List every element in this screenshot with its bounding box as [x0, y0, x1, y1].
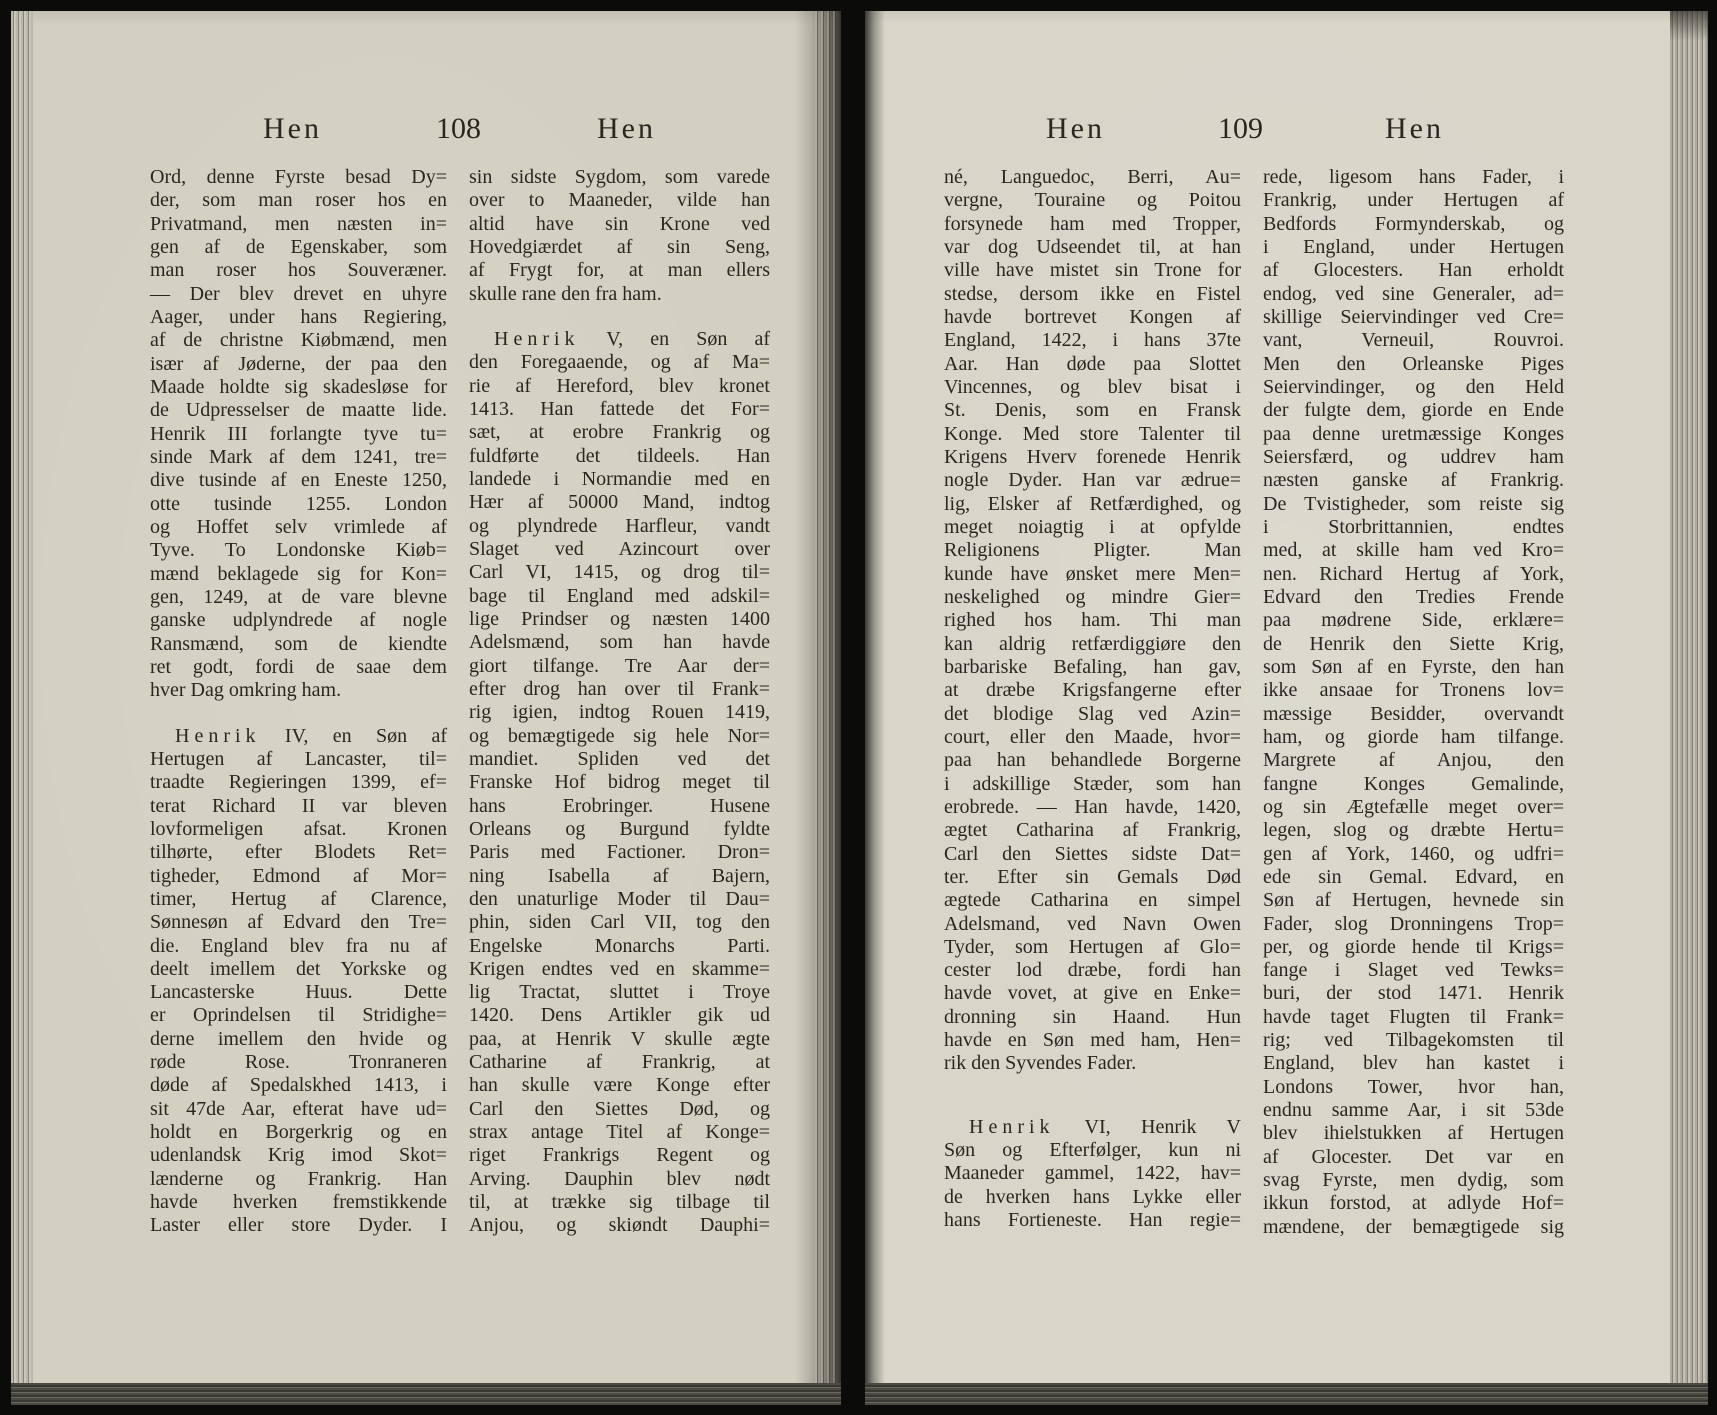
text-line: court, eller den Maade, hvor=	[944, 725, 1241, 748]
text-line: rik den Syvendes Fader.	[944, 1052, 1137, 1075]
text-line: Vincennes, og blev bisat i	[944, 375, 1241, 398]
text-line: Bedfords Formynderskab, og	[1263, 212, 1564, 235]
text-line: legen, slog og dræbte Hertu=	[1263, 819, 1564, 842]
text-line: Krigens Hverv forenede Henrik	[944, 445, 1241, 468]
text-line: ede sin Gemal. Edvard, en	[1263, 865, 1564, 888]
paragraph	[150, 166, 447, 703]
gutter-shadow	[865, 11, 885, 1383]
text-line: af Glocesters. Han erholdt	[1263, 259, 1564, 282]
text-line: giort tilfange. Tre Aar der=	[469, 654, 770, 677]
text-line: Fader, slog Dronningens Trop=	[1263, 912, 1564, 935]
text-line: var dog Udseendet til, at han	[944, 235, 1241, 258]
text-line: Søn og Efterfølger, kun ni	[944, 1139, 1241, 1162]
running-head-left: Hen	[1046, 112, 1105, 145]
text-line: per, og giorde hende til Krigs=	[1263, 935, 1564, 958]
text-line: havde en Søn med ham, Hen=	[944, 1029, 1241, 1052]
text-line: der fulgte dem, giorde en Ende	[1263, 399, 1564, 422]
text-line: ganske udplyndrede af nogle	[150, 609, 447, 632]
entry-paragraph	[944, 1116, 1241, 1233]
text-line: Maaneder gammel, 1422, hav=	[944, 1162, 1241, 1185]
text-line: tilhørte, efter Blodets Ret=	[150, 841, 447, 864]
text-line: og bemægtigede sig hele Nor=	[469, 724, 770, 747]
text-line: over to Maaneder, vilde han	[469, 189, 770, 212]
text-line: Carl den Siettes Død, og	[469, 1097, 770, 1120]
running-head-right: Hen	[1385, 112, 1444, 145]
text-line: af de christne Kiøbmænd, men	[150, 329, 447, 352]
text-line: Aar. Han døde paa Slottet	[944, 352, 1241, 375]
text-line: buri, der stod 1471. Henrik	[1263, 982, 1564, 1005]
text-line: Aager, under hans Regiering,	[150, 305, 447, 328]
text-line: de Henrik den Siette Krig,	[1263, 632, 1564, 655]
text-line: skillige Seiervindinger ved Cre=	[1263, 305, 1564, 328]
text-line: landede i Normandie med en	[469, 467, 770, 490]
text-line: holdt en Borgerkrig og en	[150, 1121, 447, 1144]
text-column-right	[1263, 166, 1564, 1239]
running-head-left: Hen	[263, 112, 322, 145]
text-line: af Glocester. Det var en	[1263, 1145, 1564, 1168]
text-line: det blodige Slag ved Azin=	[944, 702, 1241, 725]
text-line: havde vovet, at give en Enke=	[944, 982, 1241, 1005]
text-line: otte tusinde 1255. London	[150, 492, 447, 515]
text-line: cester lod dræbe, fordi han	[944, 959, 1241, 982]
text-line: Privatmand, men næsten in=	[150, 212, 447, 235]
text-line: til, at trække sig tilbage til	[469, 1191, 770, 1214]
text-line: meget noiagtig i at opfylde	[944, 515, 1241, 538]
text-line: de Udpresselser de maatte lide.	[150, 399, 447, 422]
text-line: og sin Ægtefælle meget over=	[1263, 795, 1564, 818]
text-line: at dræbe Krigsfangerne efter	[944, 679, 1241, 702]
text-line: neskelighed og mindre Gier=	[944, 585, 1241, 608]
text-line: 1420. Dens Artikler gik ud	[469, 1004, 770, 1027]
text-line: fuldførte det tildeels. Han	[469, 444, 770, 467]
text-line: sin sidste Sygdom, som varede	[469, 166, 770, 188]
text-line: ikke ansaae for Tronens lov=	[1263, 679, 1564, 702]
text-line: terat Richard II var bleven	[150, 794, 447, 817]
text-line: Lancasterske Huus. Dette	[150, 981, 447, 1004]
paragraph	[469, 166, 770, 306]
page-edge-stack	[1670, 11, 1708, 1383]
text-line: Carl VI, 1415, og drog til=	[469, 561, 770, 584]
text-line: paa han behandlede Borgerne	[944, 749, 1241, 772]
text-line-content: IV, en Søn af	[284, 724, 448, 747]
text-line: især af Jøderne, der paa den	[150, 352, 447, 375]
text-line: og Hoffet selv vrimlede af	[150, 515, 447, 538]
text-line: Anjou, og skiøndt Dauphi=	[469, 1214, 770, 1237]
text-line: Søn af Hertugen, hevnede sin	[1263, 889, 1564, 912]
text-line: Sønnesøn af Edvard den Tre=	[150, 911, 447, 934]
text-line: hans Erobringer. Husene	[469, 794, 770, 817]
text-line: rie af Hereford, blev kronet	[469, 374, 770, 397]
text-line: De Tvistigheder, som reiste sig	[1263, 492, 1564, 515]
entry-headword: Henrik	[969, 1115, 1055, 1138]
text-line: Arving. Dauphin blev nødt	[469, 1167, 770, 1190]
text-line: skulle rane den fra ham.	[469, 282, 662, 305]
text-line: deelt imellem det Yorkske og	[150, 957, 447, 980]
text-line: fangne Konges Gemalinde,	[1263, 772, 1564, 795]
text-line: kunde have ønsket mere Men=	[944, 562, 1241, 585]
text-line: — Der blev drevet en uhyre	[150, 282, 447, 305]
text-line: lig, Elsker af Retfærdighed, og	[944, 492, 1241, 515]
text-line: ægtet Catharina af Frankrig,	[944, 819, 1241, 842]
text-column-left	[944, 166, 1241, 1232]
text-line: i Storbrittannien, endtes	[1263, 515, 1564, 538]
text-line: Konge. Med store Talenter til	[944, 422, 1241, 445]
text-line: ville have mistet sin Trone for	[944, 259, 1241, 282]
text-line: sæt, at erobre Frankrig og	[469, 421, 770, 444]
text-line: Ransmænd, som de kiendte	[150, 632, 447, 655]
text-line: svag Fyrste, men dydig, som	[1263, 1169, 1564, 1192]
text-line: og plyndrede Harfleur, vandt	[469, 514, 770, 537]
text-line: efter drog han over til Frank=	[469, 677, 770, 700]
text-line: endnu samme Aar, i sit 53de	[1263, 1099, 1564, 1122]
text-line: traadte Regieringen 1399, ef=	[150, 771, 447, 794]
text-line: kan aldrig retfærdiggiøre den	[944, 632, 1241, 655]
text-line: havde bortrevet Kongen af	[944, 305, 1241, 328]
text-line: Frankrig, under Hertugen af	[1263, 189, 1564, 212]
text-line: ikkun forstod, at adlyde Hof=	[1263, 1192, 1564, 1215]
text-line-content: VI, Henrik V	[1084, 1115, 1241, 1138]
entry-headword: Henrik	[494, 327, 580, 350]
text-line-content: V, en Søn af	[606, 327, 771, 350]
text-line: righed hos ham. Thi man	[944, 609, 1241, 632]
text-line: havde taget Flugten til Frank=	[1263, 1005, 1564, 1028]
text-line: hver Dag omkring ham.	[150, 679, 342, 702]
text-line: gen af York, 1460, og udfri=	[1263, 842, 1564, 865]
text-line: St. Denis, som en Fransk	[944, 399, 1241, 422]
text-line: paa mødrene Side, erklære=	[1263, 609, 1564, 632]
book-bottom-edge	[11, 1383, 841, 1405]
text-line: ret godt, fordi de saae dem	[150, 655, 447, 678]
text-line: strax antage Titel af Konge=	[469, 1121, 770, 1144]
text-line: erobrede. — Han havde, 1420,	[944, 795, 1241, 818]
text-line: Tyder, som Hertugen af Glo=	[944, 935, 1241, 958]
text-line: nen. Richard Hertug af York,	[1263, 562, 1564, 585]
text-line: dronning sin Haand. Hun	[944, 1005, 1241, 1028]
text-line: gen af de Egenskaber, som	[150, 235, 447, 258]
text-line: derne imellem den hvide og	[150, 1027, 447, 1050]
text-line: Maade holdte sig skadesløse for	[150, 375, 447, 398]
text-line: Engelske Monarchs Parti.	[469, 934, 770, 957]
text-line: han skulle være Konge efter	[469, 1074, 770, 1097]
text-line: Hertugen af Lancaster, til=	[150, 747, 447, 770]
text-line: die. England blev fra nu af	[150, 934, 447, 957]
text-line: endog, ved sine Generaler, ad=	[1263, 282, 1564, 305]
entry-paragraph	[150, 725, 447, 1238]
text-line: mandiet. Spliden ved det	[469, 747, 770, 770]
text-line: Adelsmænd, som han havde	[469, 631, 770, 654]
text-line: man roser hos Souveræner.	[150, 259, 447, 282]
text-line: Catharine af Frankrig, at	[469, 1051, 770, 1074]
text-line: lig Tractat, sluttet i Troye	[469, 981, 770, 1004]
entry-paragraph	[469, 328, 770, 1238]
text-line: bage til England med adskil=	[469, 584, 770, 607]
text-line: mæssige Besidder, overvandt	[1263, 702, 1564, 725]
text-line: den Foregaaende, og af Ma=	[469, 351, 770, 374]
text-line: Orleans og Burgund fyldte	[469, 817, 770, 840]
text-line: døde af Spedalskhed 1413, i	[150, 1074, 447, 1097]
paragraph	[944, 166, 1241, 1076]
text-line: Edvard den Tredies Frende	[1263, 585, 1564, 608]
text-line: Franske Hof bidrog meget til	[469, 771, 770, 794]
text-line: altid have sin Krone ved	[469, 212, 770, 235]
text-line: vant, Verneuil, Rouvroi.	[1263, 329, 1564, 352]
text-line: Men den Orleanske Piges	[1263, 352, 1564, 375]
text-line: som Søn af en Fyrste, den han	[1263, 655, 1564, 678]
text-line: Hovedgiærdet af sin Seng,	[469, 235, 770, 258]
text-line: er Oprindelsen til Stridighe=	[150, 1004, 447, 1027]
text-line: 1413. Han fattede det For=	[469, 397, 770, 420]
text-line	[944, 1116, 1241, 1139]
text-line: røde Rose. Tronraneren	[150, 1051, 447, 1074]
text-line: stedse, dersom ikke en Fistel	[944, 282, 1241, 305]
text-line	[469, 328, 770, 351]
text-line: paa denne uretmæssige Konges	[1263, 422, 1564, 445]
right-page	[865, 11, 1708, 1383]
text-line: England, blev han kastet i	[1263, 1052, 1564, 1075]
text-line: af Frygt for, at man ellers	[469, 259, 770, 282]
text-line: Laster eller store Dyder. I	[150, 1214, 447, 1237]
text-line: Ord, denne Fyrste besad Dy=	[150, 166, 447, 188]
text-line: nogle Dyder. Han var ædrue=	[944, 469, 1241, 492]
text-line: riget Frankrigs Regent og	[469, 1144, 770, 1167]
text-line: næsten ganske af Frankrig.	[1263, 469, 1564, 492]
text-line: i adskillige Stæder, som han	[944, 772, 1241, 795]
text-line: rede, ligesom hans Fader, i	[1263, 166, 1564, 188]
text-line: barbariske Befaling, han gav,	[944, 655, 1241, 678]
page-number: 109	[1218, 112, 1263, 145]
text-line: hans Fortieneste. Han regie=	[944, 1209, 1241, 1232]
text-line: Seiervindinger, og den Held	[1263, 375, 1564, 398]
text-line: dive tusinde af en Eneste 1250,	[150, 469, 447, 492]
text-line: tigheder, Edmond af Mor=	[150, 864, 447, 887]
text-line: phin, siden Carl VII, tog den	[469, 911, 770, 934]
text-line: gen, 1249, at de vare blevne	[150, 585, 447, 608]
text-line: ter. Efter sin Gemals Død	[944, 865, 1241, 888]
text-line: de hverken hans Lykke eller	[944, 1185, 1241, 1208]
page-number: 108	[436, 112, 481, 145]
text-line: Henrik III forlangte tyve tu=	[150, 422, 447, 445]
page-edge-stack	[11, 11, 33, 1383]
text-line: vergne, Touraine og Poitou	[944, 189, 1241, 212]
text-line: med, at skille ham ved Kro=	[1263, 539, 1564, 562]
text-line: Paris med Factioner. Dron=	[469, 841, 770, 864]
text-line: blev ihielstukken af Hertugen	[1263, 1122, 1564, 1145]
text-line: Adelsmand, ved Navn Owen	[944, 912, 1241, 935]
text-line: Krigen endtes ved en skamme=	[469, 957, 770, 980]
text-line: sit 47de Aar, efterat have ud=	[150, 1097, 447, 1120]
text-line: havde hverken fremstikkende	[150, 1191, 447, 1214]
text-line: England, 1422, i hans 37te	[944, 329, 1241, 352]
text-line: Tyve. To Londonske Kiøb=	[150, 539, 447, 562]
text-line: paa, at Henrik V skulle ægte	[469, 1027, 770, 1050]
entry-headword: Henrik	[175, 724, 261, 747]
text-line: mændene, der bemægtigede sig	[1263, 1215, 1564, 1238]
text-line: der, som man roser hos en	[150, 189, 447, 212]
text-line: udenlandsk Krig imod Skot=	[150, 1144, 447, 1167]
left-page	[11, 11, 841, 1383]
text-line: i England, under Hertugen	[1263, 235, 1564, 258]
text-line: ægtede Catharina en simpel	[944, 889, 1241, 912]
text-line: lænderne og Frankrig. Han	[150, 1167, 447, 1190]
text-line: né, Languedoc, Berri, Au=	[944, 166, 1241, 188]
text-line: forsynede ham med Tropper,	[944, 212, 1241, 235]
text-line: mænd beklagede sig for Kon=	[150, 562, 447, 585]
text-line: Carl den Siettes sidste Dat=	[944, 842, 1241, 865]
running-head-right: Hen	[597, 112, 656, 145]
text-line: ham, og giorde ham tilfange.	[1263, 725, 1564, 748]
text-line: Hær af 50000 Mand, indtog	[469, 491, 770, 514]
text-line: Slaget ved Azincourt over	[469, 537, 770, 560]
text-line: rig igien, indtog Rouen 1419,	[469, 701, 770, 724]
text-line: ning Isabella af Bajern,	[469, 864, 770, 887]
text-line	[150, 725, 447, 748]
text-line: Margrete af Anjou, den	[1263, 749, 1564, 772]
text-line: timer, Hertug af Clarence,	[150, 887, 447, 910]
text-line: Seiersfærd, og uddrev ham	[1263, 445, 1564, 468]
text-column-left	[150, 166, 447, 1238]
text-line: sinde Mark af dem 1241, tre=	[150, 445, 447, 468]
book-bottom-edge	[865, 1383, 1708, 1405]
gutter-page-edges	[815, 11, 837, 1383]
text-line: Londons Tower, hvor han,	[1263, 1075, 1564, 1098]
text-line: rig; ved Tilbagekomsten til	[1263, 1029, 1564, 1052]
text-line: fange i Slaget ved Tewks=	[1263, 959, 1564, 982]
text-line: Religionens Pligter. Man	[944, 539, 1241, 562]
text-line: lige Prindser og næsten 1400	[469, 607, 770, 630]
text-line: lovformeligen afsat. Kronen	[150, 817, 447, 840]
text-column-right	[469, 166, 770, 1238]
paragraph	[1263, 166, 1564, 1239]
text-line: den unaturlige Moder til Dau=	[469, 887, 770, 910]
